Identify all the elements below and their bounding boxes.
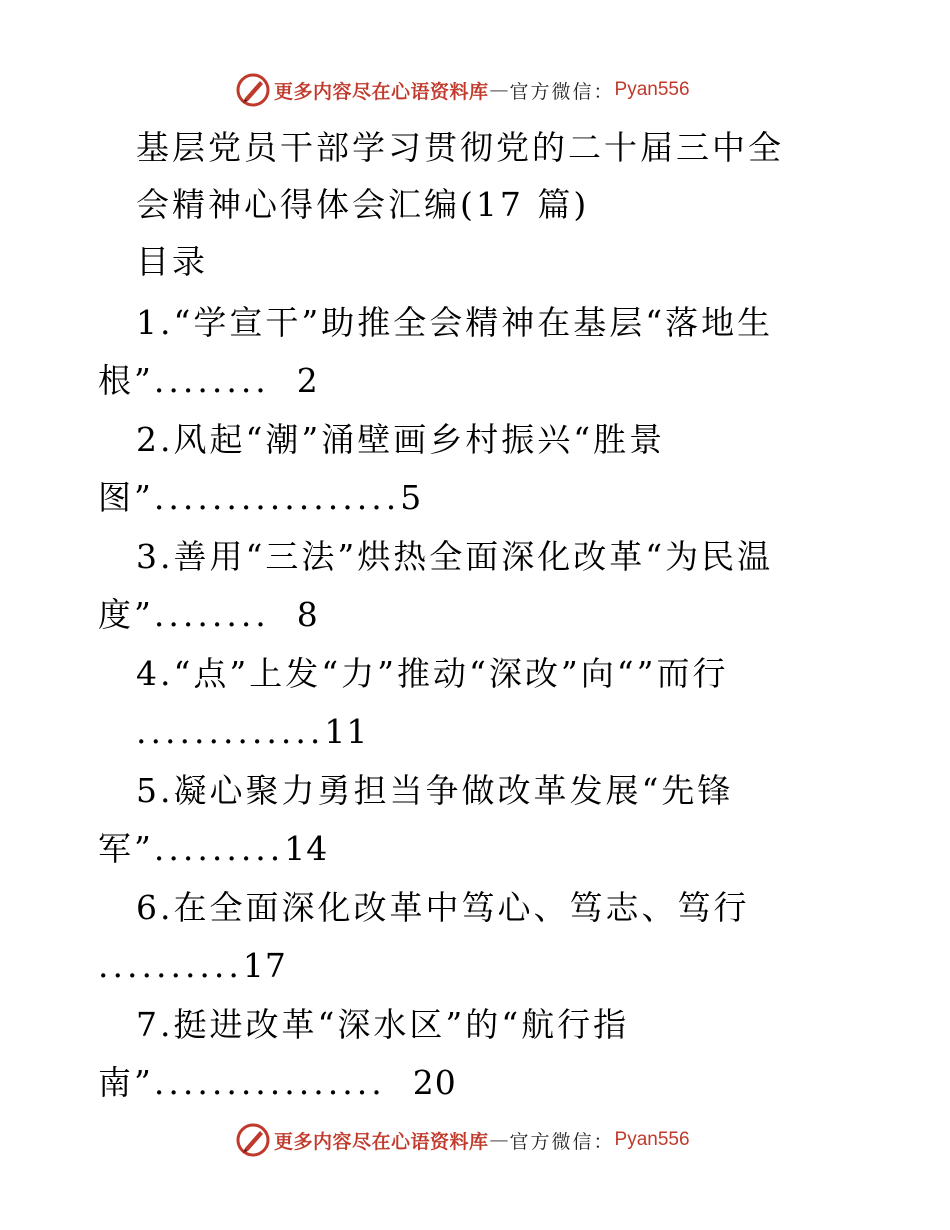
- toc-entry-5-continuation[interactable]: [98, 829, 328, 869]
- toc-entry-1-continuation[interactable]: [98, 361, 319, 401]
- pen-logo-icon: [236, 73, 270, 107]
- toc-entry-6-title[interactable]: 6.在全面深化改革中笃心、笃志、笃行: [136, 888, 750, 927]
- toc-entry-5-title-end: 军”: [98, 829, 154, 868]
- watermark-text: 更多内容尽在心语资料库: [274, 1130, 489, 1153]
- toc-entry-1-title[interactable]: 1.“学宣干”助推全会精神在基层“落地生: [136, 303, 774, 342]
- toc-entry-4-leader-dots: .............: [136, 712, 325, 751]
- watermark-label: 官方微信：: [509, 80, 615, 103]
- toc-entry-4-title[interactable]: 4.“点”上发“力”推动“深改”向“”而行: [136, 654, 729, 693]
- toc-entry-7-continuation[interactable]: [98, 1063, 457, 1103]
- toc-entry-3-leader-dots: ........: [153, 595, 270, 634]
- toc-entry-7-title-end: 南”: [98, 1063, 154, 1102]
- watermark-text: 更多内容尽在心语资料库: [274, 80, 489, 103]
- watermark-footer: [236, 1122, 690, 1158]
- toc-entry-2-title-end: 图”: [98, 478, 154, 517]
- watermark-dash: —: [489, 1129, 509, 1151]
- toc-entry-7-leader-dots: ................: [153, 1063, 386, 1102]
- document-title-line-1: 基层党员干部学习贯彻党的二十届三中全: [136, 128, 784, 167]
- document-title-line-2: 会精神心得体会汇编(17 篇): [136, 185, 590, 224]
- toc-entry-3-title[interactable]: 3.善用“三法”烘热全面深化改革“为民温: [136, 537, 774, 576]
- watermark-wechat-id: Pyan556: [614, 1129, 690, 1150]
- toc-entry-1-leader-dots: ........: [153, 361, 270, 400]
- toc-entry-4-page-number: 11: [324, 712, 369, 751]
- toc-entry-3-continuation[interactable]: [98, 595, 319, 635]
- toc-entry-3-title-end: 度”: [98, 595, 154, 634]
- watermark-label: 官方微信：: [509, 1130, 615, 1153]
- toc-entry-5-title[interactable]: 5.凝心聚力勇担当争做改革发展“先锋: [136, 771, 734, 810]
- toc-entry-5-page-number: 14: [284, 829, 329, 868]
- toc-entry-6-page-number: 17: [242, 946, 287, 985]
- toc-entry-7-title[interactable]: 7.挺进改革“深水区”的“航行指: [136, 1005, 630, 1044]
- watermark-wechat-id: Pyan556: [614, 79, 690, 100]
- toc-entry-6-leader-dots: ..........: [98, 946, 243, 985]
- toc-entry-2-continuation[interactable]: [98, 478, 422, 518]
- toc-entry-2-leader-dots: .................: [153, 478, 401, 517]
- toc-entry-6-continuation[interactable]: [98, 946, 287, 986]
- toc-entry-2-title[interactable]: 2.风起“潮”涌壁画乡村振兴“胜景: [136, 420, 666, 459]
- pen-logo-icon: [236, 1123, 270, 1157]
- watermark-header: [236, 72, 690, 108]
- toc-entry-7-page-number: 20: [412, 1063, 457, 1102]
- toc-entry-2-page-number: 5: [400, 478, 423, 517]
- toc-entry-4-continuation[interactable]: [136, 712, 368, 752]
- toc-entry-3-page-number: 8: [296, 595, 319, 634]
- toc-entry-1-page-number: 2: [296, 361, 319, 400]
- toc-entry-1-title-end: 根”: [98, 361, 154, 400]
- toc-heading: 目录: [136, 242, 208, 281]
- watermark-dash: —: [489, 79, 509, 101]
- toc-entry-5-leader-dots: .........: [153, 829, 285, 868]
